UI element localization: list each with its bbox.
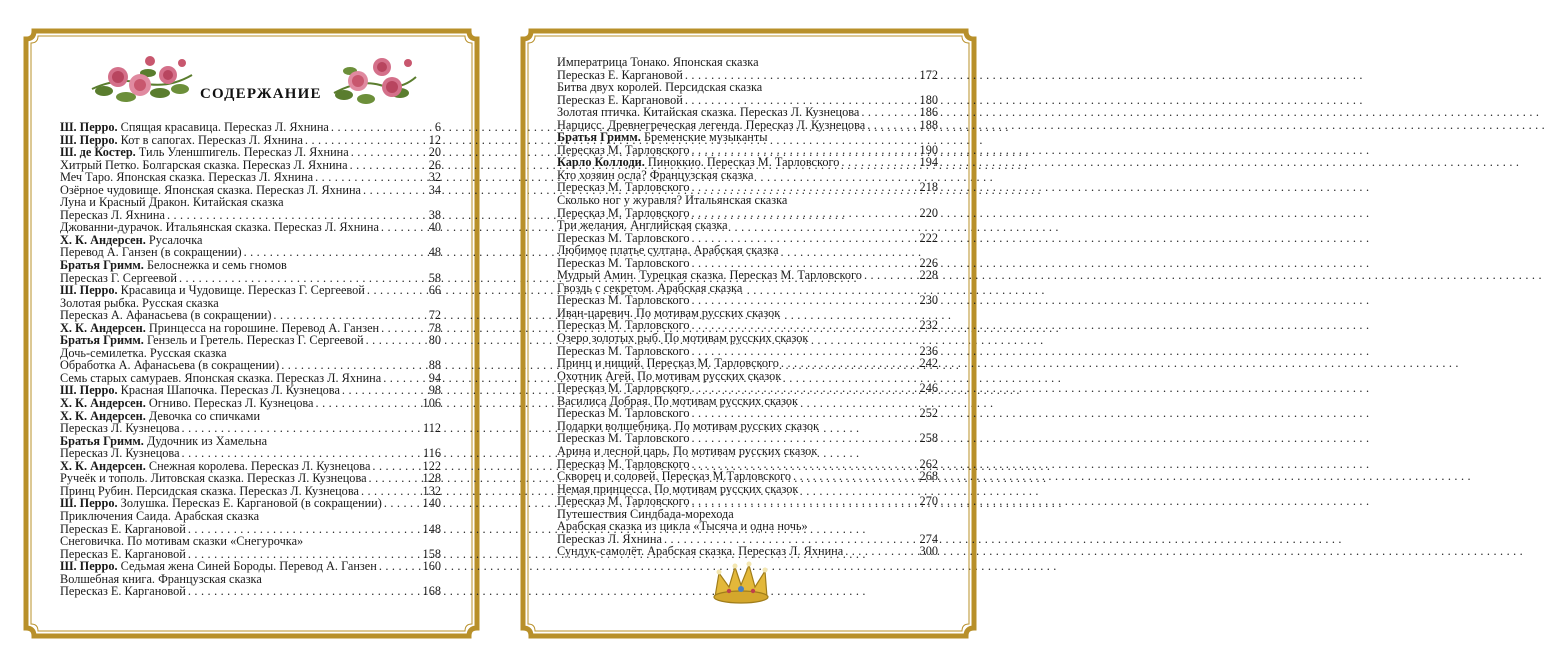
toc-entry (557, 219, 938, 244)
toc-page-number: 246 (919, 381, 938, 396)
toc-page-number: 98 (428, 383, 441, 398)
toc-author: Х. К. Андерсен. (60, 232, 146, 247)
toc-entry-line-with-page (60, 585, 441, 598)
toc-entry (60, 510, 441, 535)
toc-title: Сундук-самолёт. Арабская сказка. Пересказ Л. Яхнина (557, 544, 844, 559)
toc-page-number: 160 (422, 559, 441, 574)
table-of-contents (557, 56, 938, 558)
toc-entry (557, 545, 938, 558)
toc-title: Озеро золотых рыб. По мотивам русских сказок (557, 331, 809, 346)
toc-entry (557, 508, 938, 546)
toc-page-number: 128 (422, 471, 441, 486)
toc-title: Любимое платье султана. Арабская сказка (557, 243, 779, 258)
toc-title: Пересказ Е. Каргановой (557, 67, 683, 82)
toc-title: Джованни-дурачок. Итальянская сказка. Пересказ Л. Яхнина (60, 220, 379, 235)
toc-entry (60, 234, 441, 259)
toc-title: Пиноккио. Пересказ М. Тарловского (644, 155, 840, 170)
toc-page-number: 116 (423, 446, 441, 461)
toc-title: Арабская сказка из цикла «Тысяча и одна ночь» (557, 519, 808, 534)
toc-author: Ш. Перро. (60, 283, 118, 298)
toc-title: Золушка. Пересказ Е. Каргановой (в сокращении) (117, 496, 382, 511)
toc-page-number: 226 (919, 255, 938, 270)
toc-entry (557, 131, 938, 156)
toc-page-number: 300 (919, 544, 938, 559)
toc-entry (557, 307, 938, 332)
toc-page-number: 26 (428, 157, 441, 172)
toc-title: Приключения Саида. Арабская сказка (60, 508, 260, 523)
toc-author: Братья Гримм. (557, 130, 641, 145)
toc-page-number: 180 (919, 92, 938, 107)
toc-title: Снежная королева. Пересказ Л. Кузнецова (145, 458, 371, 473)
toc-page-number: 262 (919, 456, 938, 471)
toc-title: Нарцисс. Древнегреческая легенда. Пересказ Л. Кузнецова (557, 117, 866, 132)
toc-author: Ш. Перро. (60, 559, 118, 574)
toc-author: Х. К. Андерсен. (60, 320, 146, 335)
toc-title: Путешествия Синдбада-морехода (557, 506, 734, 521)
toc-page-number: 258 (919, 431, 938, 446)
toc-title: Красная Шапочка. Пересказ Л. Кузнецова (117, 383, 340, 398)
toc-title: Арина и лесной царь. По мотивам русских сказок (557, 443, 818, 458)
toc-title: Золотая птичка. Китайская сказка. Пересказ Л. Кузнецова (557, 105, 860, 120)
toc-leader-dots (841, 156, 917, 169)
toc-page-number: 158 (422, 546, 441, 561)
toc-title: Седьмая жена Синей Бороды. Перевод А. Ганзен (117, 559, 377, 574)
toc-title: Пересказ М. Тарловского (557, 230, 690, 245)
toc-title: Пересказ М. Тарловского (557, 205, 690, 220)
toc-page-number: 88 (428, 358, 441, 373)
rose-decoration-icon (330, 49, 420, 109)
toc-author: Ш. Перро. (60, 132, 118, 147)
toc-page-number: 168 (422, 584, 441, 599)
toc-title: Иван-царевич. По мотивам русских сказок (557, 305, 781, 320)
toc-leader-dots (363, 184, 427, 197)
toc-title: Дочь-семилетка. Русская сказка (60, 345, 227, 360)
toc-title: Пересказ М. Тарловского (557, 431, 690, 446)
toc-title: Подарки волшебника. По мотивам русских сказок (557, 418, 819, 433)
toc-entry (557, 244, 938, 269)
toc-page-number: 48 (428, 245, 441, 260)
toc-entry (557, 282, 938, 307)
toc-author: Ш. Перро. (60, 496, 118, 511)
toc-title: Пересказ Л. Яхнина (557, 531, 662, 546)
toc-page-number: 132 (422, 483, 441, 498)
toc-title: Пересказ М. Тарловского (557, 255, 690, 270)
toc-leader-dots (793, 470, 918, 483)
toc-page-number: 38 (428, 207, 441, 222)
toc-leader-dots (861, 106, 917, 119)
toc-title: Пересказ Г. Сергеевой (60, 270, 177, 285)
toc-page-number: 252 (919, 406, 938, 421)
toc-entry (60, 259, 441, 284)
toc-author: Братья Гримм. (60, 433, 144, 448)
toc-title: Спящая красавица. Пересказ Л. Яхнина (117, 120, 329, 134)
toc-title: Кот в сапогах. Пересказ Л. Яхнина (117, 132, 303, 147)
toc-title: Пересказ Л. Кузнецова (60, 421, 180, 436)
toc-title: Луна и Красный Дракон. Китайская сказка (60, 195, 284, 210)
toc-page-number: 94 (428, 370, 441, 385)
toc-page-number: 148 (422, 521, 441, 536)
toc-title: Кто хозяин осла? Французская сказка (557, 167, 754, 182)
toc-title: Пересказ Е. Каргановой (60, 546, 186, 561)
toc-entry (557, 483, 938, 508)
toc-leader-dots (781, 357, 918, 370)
toc-title: Пересказ М. Тарловского (557, 494, 690, 509)
toc-title: Семь старых самураев. Японская сказка. Пересказ Л. Яхнина (60, 370, 382, 385)
toc-title: Василиса Добрая. По мотивам русских сказок (557, 393, 798, 408)
toc-page-number: 194 (919, 155, 938, 170)
toc-page-number: 58 (428, 270, 441, 285)
toc-title: Пересказ А. Афанасьева (в сокращении) (60, 308, 272, 323)
toc-leader-dots (331, 121, 433, 134)
toc-page-number: 112 (423, 421, 441, 436)
toc-page-number: 230 (919, 293, 938, 308)
toc-title: Дудочник из Хамельна (143, 433, 268, 448)
toc-title: Пересказ М. Тарловского (557, 293, 690, 308)
toc-leader-dots (381, 221, 427, 234)
toc-title: Бременские музыканты (640, 130, 768, 145)
toc-entry (557, 56, 938, 81)
toc-title: Пересказ Л. Кузнецова (60, 446, 180, 461)
toc-title: Ручеёк и тополь. Литовская сказка. Пересказ Л. Кузнецова (60, 471, 367, 486)
toc-leader-dots (384, 497, 421, 510)
toc-page-number: 232 (919, 318, 938, 333)
toc-leader-dots (864, 269, 918, 282)
toc-leader-dots (351, 146, 427, 159)
toc-page-number: 228 (919, 268, 938, 283)
toc-page-number: 268 (919, 469, 938, 484)
toc-title: Пересказ М. Тарловского (557, 456, 690, 471)
toc-entry (60, 196, 441, 221)
toc-leader-dots (367, 284, 427, 297)
toc-page-number: 78 (428, 320, 441, 335)
toc-entry (557, 370, 938, 395)
toc-entry-line-with-page (557, 545, 938, 558)
toc-title: Белоснежка и семь гномов (143, 258, 287, 273)
toc-title: Пересказ Е. Каргановой (60, 521, 186, 536)
toc-page-number: 12 (428, 132, 441, 147)
table-of-contents (60, 121, 441, 598)
toc-page-number: 140 (422, 496, 441, 511)
toc-title: Хитрый Петко. Болгарская сказка. Пересказ Л. Яхнина (60, 157, 348, 172)
toc-title: Русалочка (145, 232, 203, 247)
toc-leader-dots (316, 397, 421, 410)
toc-author: Братья Гримм. (60, 258, 144, 273)
toc-title: Девочка со спичками (145, 408, 261, 423)
toc-leader-dots (379, 560, 421, 573)
toc-page-number: 274 (919, 531, 938, 546)
toc-title: Пересказ М. Тарловского (557, 381, 690, 396)
toc-title: Золотая рыбка. Русская сказка (60, 295, 219, 310)
toc-leader-dots (867, 119, 917, 132)
toc-title: Скворец и соловей. Пересказ М.Тарловского (557, 469, 792, 484)
toc-entry (557, 395, 938, 420)
toc-title: Меч Таро. Японская сказка. Пересказ Л. Яхнина (60, 170, 314, 185)
toc-page-number: 236 (919, 343, 938, 358)
toc-title: Красавица и Чудовище. Пересказ Г. Сергеевой (117, 283, 365, 298)
toc-title: Снеговичка. По мотивам сказки «Снегурочка» (60, 534, 304, 549)
crown-icon (711, 559, 771, 605)
toc-leader-dots (188, 585, 421, 598)
toc-page-number: 20 (428, 145, 441, 160)
toc-title: Пересказ М. Тарловского (557, 343, 690, 358)
toc-page-number: 34 (428, 182, 441, 197)
toc-author: Ш. Перро. (60, 120, 118, 134)
toc-leader-dots (369, 472, 421, 485)
toc-page-number: 122 (422, 458, 441, 473)
toc-entry (60, 410, 441, 435)
toc-page-number: 66 (428, 283, 441, 298)
toc-entry (557, 332, 938, 357)
toc-title: Мудрый Амин. Турецкая сказка. Пересказ М. Тарловского (557, 268, 862, 283)
toc-title: Перевод А. Ганзен (в сокращении) (60, 245, 242, 260)
toc-title: Гензель и Гретель. Пересказ Г. Сергеевой (143, 333, 364, 348)
toc-leader-dots (366, 334, 427, 347)
toc-page-number: 32 (428, 170, 441, 185)
toc-page-number: 242 (919, 356, 938, 371)
toc-author: Ш. де Костер. (60, 145, 136, 160)
toc-author: Х. К. Андерсен. (60, 396, 146, 411)
toc-title: Волшебная книга. Французская сказка (60, 571, 262, 586)
toc-author: Х. К. Андерсен. (60, 408, 146, 423)
toc-page-number: 172 (919, 67, 938, 82)
toc-page-number: 188 (919, 117, 938, 132)
right-page (517, 25, 980, 642)
toc-entry (557, 81, 938, 106)
toc-title: Битва двух королей. Персидская сказка (557, 80, 763, 95)
toc-title: Пересказ Е. Каргановой (557, 92, 683, 107)
toc-title: Принц и нищий. Пересказ М. Тарловского (557, 356, 779, 371)
toc-title: Тиль Уленшпигель. Пересказ Л. Яхнина (135, 145, 349, 160)
toc-title: Обработка А. Афанасьева (в сокращении) (60, 358, 280, 373)
toc-entry (557, 445, 938, 470)
toc-author: Братья Гримм. (60, 333, 144, 348)
toc-title: Пересказ Л. Яхнина (60, 207, 165, 222)
toc-entry (60, 535, 441, 560)
toc-page-number: 80 (428, 333, 441, 348)
toc-title: Три желания. Английская сказка (557, 218, 728, 233)
toc-page-number: 106 (422, 396, 441, 411)
toc-title: Принц Рубин. Персидская сказка. Пересказ Л. Кузнецова (60, 483, 359, 498)
toc-title: Гвоздь с секретом. Арабская сказка (557, 280, 743, 295)
toc-author: Карло Коллоди. (557, 155, 645, 170)
toc-entry (60, 435, 441, 460)
toc-title: Пересказ М. Тарловского (557, 406, 690, 421)
toc-page-number: 220 (919, 205, 938, 220)
toc-page-number: 186 (919, 105, 938, 120)
toc-entry (557, 169, 938, 194)
toc-title: Пересказ М. Тарловского (557, 318, 690, 333)
toc-title: Охотник Агей. По мотивам русских сказок (557, 368, 782, 383)
toc-title: Немая принцесса. По мотивам русских сказок (557, 481, 799, 496)
toc-title: Озёрное чудовище. Японская сказка. Пересказ Л. Яхнина (60, 182, 362, 197)
toc-entry (60, 573, 441, 598)
toc-author: Х. К. Андерсен. (60, 458, 146, 473)
toc-title: Императрица Тонако. Японская сказка (557, 55, 759, 69)
toc-page-number: 6 (434, 120, 441, 134)
toc-title: Принцесса на горошине. Перевод А. Ганзен (145, 320, 380, 335)
toc-entry (557, 194, 938, 219)
page-title: СОДЕРЖАНИЕ (200, 86, 322, 102)
toc-entry (60, 347, 441, 372)
toc-leader-dots (845, 545, 917, 558)
toc-title: Пересказ М. Тарловского (557, 180, 690, 195)
rose-decoration-icon (88, 49, 196, 109)
toc-page-number: 72 (428, 308, 441, 323)
left-page (20, 25, 483, 642)
toc-author: Ш. Перро. (60, 383, 118, 398)
toc-page-number: 190 (919, 142, 938, 157)
toc-page-number: 40 (428, 220, 441, 235)
toc-page-number: 222 (919, 230, 938, 245)
toc-page-number: 218 (919, 180, 938, 195)
toc-title: Пересказ М. Тарловского (557, 142, 690, 157)
toc-entry (557, 420, 938, 445)
toc-entry (60, 297, 441, 322)
toc-title: Сколько ног у журавля? Итальянская сказка (557, 193, 788, 208)
toc-page-number: 270 (919, 494, 938, 509)
toc-title: Огниво. Пересказ Л. Кузнецова (145, 396, 314, 411)
toc-title: Пересказ Е. Каргановой (60, 584, 186, 599)
